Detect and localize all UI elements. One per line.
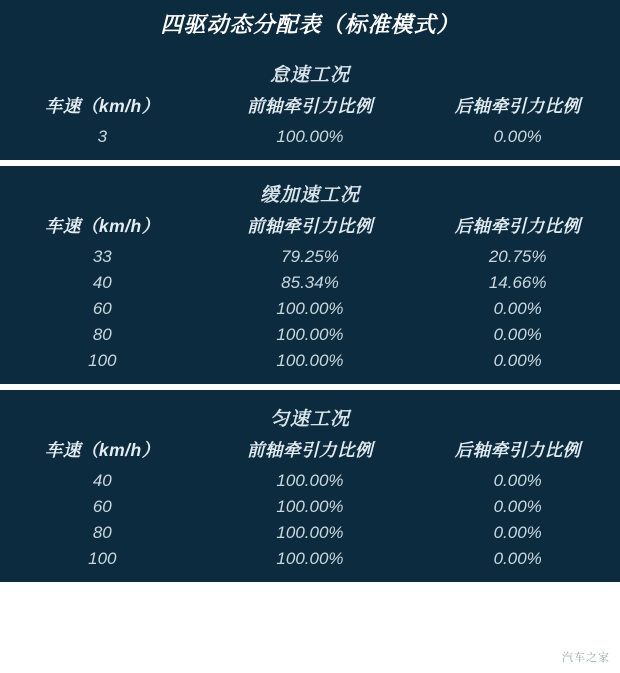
cell-rear-axle: 0.00% <box>493 497 542 516</box>
column-header-speed: 车速（km/h） <box>44 216 160 236</box>
table-row <box>0 296 620 322</box>
cell-front-axle: 100.00% <box>276 127 344 146</box>
cell-rear-axle: 20.75% <box>488 247 547 266</box>
section-title: 缓加速工况 <box>259 185 360 206</box>
cell-front-axle: 85.34% <box>281 273 339 292</box>
cell-front-axle: 100.00% <box>276 299 344 318</box>
cell-front-axle: 100.00% <box>276 549 344 568</box>
column-header-row <box>0 211 620 244</box>
cell-rear-axle: 0.00% <box>493 127 542 146</box>
watermark: 汽车之家 <box>562 652 610 664</box>
column-header-front-axle: 前轴牵引力比例 <box>246 216 373 236</box>
column-header-rear-axle: 后轴牵引力比例 <box>454 440 581 460</box>
cell-rear-axle: 0.00% <box>493 325 542 344</box>
table-row <box>0 348 620 374</box>
table-row <box>0 270 620 296</box>
cell-rear-axle: 0.00% <box>493 351 542 370</box>
table-row <box>0 468 620 494</box>
section-gentle-acceleration <box>0 166 620 384</box>
cell-speed: 100 <box>88 549 117 568</box>
column-header-speed: 车速（km/h） <box>44 440 160 460</box>
table-row <box>0 124 620 150</box>
section-constant-speed <box>0 390 620 582</box>
cell-rear-axle: 0.00% <box>493 523 542 542</box>
cell-front-axle: 79.25% <box>281 247 339 266</box>
table-row <box>0 520 620 546</box>
cell-rear-axle: 14.66% <box>488 273 547 292</box>
page-title-bar <box>0 0 620 46</box>
column-header-row <box>0 91 620 124</box>
cell-speed: 60 <box>92 299 112 318</box>
table-row <box>0 494 620 520</box>
cell-speed: 40 <box>92 471 112 490</box>
cell-front-axle: 100.00% <box>276 497 344 516</box>
cell-speed: 33 <box>92 247 112 266</box>
cell-speed: 100 <box>88 351 117 370</box>
cell-speed: 80 <box>92 523 112 542</box>
column-header-rear-axle: 后轴牵引力比例 <box>454 216 581 236</box>
table-row <box>0 244 620 270</box>
section-idle <box>0 46 620 160</box>
cell-front-axle: 100.00% <box>276 471 344 490</box>
cell-rear-axle: 0.00% <box>493 299 542 318</box>
column-header-front-axle: 前轴牵引力比例 <box>246 96 373 116</box>
cell-speed: 60 <box>92 497 112 516</box>
column-header-row <box>0 435 620 468</box>
section-title: 匀速工况 <box>269 409 350 430</box>
bottom-padding <box>0 588 620 628</box>
cell-front-axle: 100.00% <box>276 523 344 542</box>
column-header-speed: 车速（km/h） <box>44 96 160 116</box>
section-title: 怠速工况 <box>269 65 350 86</box>
table-row <box>0 546 620 572</box>
cell-speed: 3 <box>97 127 108 146</box>
column-header-front-axle: 前轴牵引力比例 <box>246 440 373 460</box>
cell-front-axle: 100.00% <box>276 325 344 344</box>
cell-speed: 40 <box>92 273 112 292</box>
table-row <box>0 322 620 348</box>
cell-rear-axle: 0.00% <box>493 549 542 568</box>
column-header-rear-axle: 后轴牵引力比例 <box>454 96 581 116</box>
page-title: 四驱动态分配表（标准模式） <box>160 11 460 37</box>
cell-speed: 80 <box>92 325 112 344</box>
cell-front-axle: 100.00% <box>276 351 344 370</box>
cell-rear-axle: 0.00% <box>493 471 542 490</box>
